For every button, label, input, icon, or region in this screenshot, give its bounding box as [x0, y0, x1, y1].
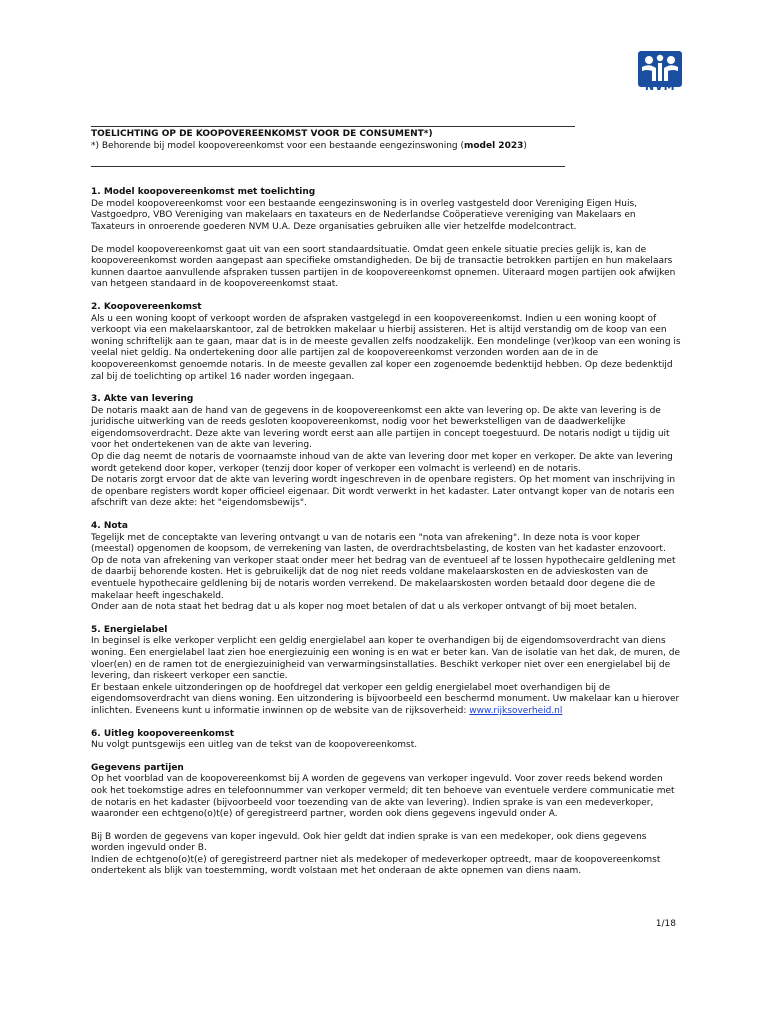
- section-heading: 5. Energielabel: [91, 624, 168, 635]
- paragraph: Op die dag neemt de notaris de voornaamste inhoud van de akte van levering door met koper en verkoper. De akte van levering wordt getekend door koper, verkoper (tenzij door koper of verkoper een volmacht is verleend) en de notaris.: [91, 452, 673, 474]
- section-heading: 3. Akte van levering: [91, 394, 194, 405]
- top-rule: [91, 126, 575, 127]
- sections: [91, 187, 681, 878]
- paragraph: De notaris maakt aan de hand van de gegevens in de koopovereenkomst een akte van levering op. De akte van levering is de juridische uitwerking van de reeds gesloten koopovereenkomst, nodig voor het bewerkstelligen van de daadwerkelijke eigendomsoverdracht. Deze akte van levering wordt eerst aan alle partijen in concept toegestuurd. De notaris nodigt u tijdig uit voor het ondertekenen van de akte van levering.: [91, 405, 670, 451]
- paragraph: Als u een woning koopt of verkoopt worden de afspraken vastgelegd in een koopovereenkomst. Indien u een woning koopt of verkoopt via een makelaarskantoor, zal de betrokken makelaar u hierbij assisteren. Het is altijd verstandig om de koop van een woning schriftelijk aan te gaan, maar dat is in de meeste gevallen zelfs noodzakelijk. Een mondelinge (ver)koop van een woning is veelal niet geldig. Na ondertekening door alle partijen zal de koopovereenkomst verzonden worden aan de in de koopovereenkomst genoemde notaris. In de meeste gevallen zal koper een zogenoemde bedenktijd hebben. Op deze bedenktijd zal bij de toelichting op artikel 16 nader worden ingegaan.: [91, 313, 681, 382]
- section-heading: 2. Koopovereenkomst: [91, 301, 202, 312]
- section-heading: Gegevens partijen: [91, 762, 184, 773]
- paragraph: Indien de echtgeno(o)t(e) of geregistreerd partner niet als medekoper of medeverkoper optreedt, maar de koopovereenkomst ondertekent als blijk van toestemming, wordt volstaan met het onderaan de akte opnemen van diens naam.: [91, 854, 661, 877]
- paragraph: Op het voorblad van de koopovereenkomst bij A worden de gegevens van verkoper ingevuld. Voor zover reeds bekend worden ook het toekomstige adres en telefoonnummer van verkoper vermeld; dit ten behoeve van eventuele verdere communicatie met de notaris en het kadaster (bijvoorbeeld voor toezending van de akte van levering). Indien sprake is van een medeverkoper, waaronder een echtgeno(o)t(e) of geregistreerd partner, worden ook diens gegevens ingevuld onder A.: [91, 774, 675, 820]
- paragraph: De model koopovereenkomst gaat uit van een soort standaardsituatie. Omdat geen enkele situatie precies gelijk is, kan de koopovereenkomst worden aangepast aan specifieke omstandigheden. De bij de transactie betrokken partijen en hun makelaars kunnen daartoe aanvullende afspraken tussen partijen in de koopovereenkomst opnemen. Uiteraard mogen partijen ook afwijken van hetgeen standaard in de koopovereenkomst staat.: [91, 244, 676, 290]
- section-heading: 4. Nota: [91, 521, 128, 532]
- paragraph: In beginsel is elke verkoper verplicht een geldig energielabel aan koper te overhandigen bij de eigendomsoverdracht van diens woning. Een energielabel laat zien hoe energiezuinig een woning is en wat er beter kan. Van de isolatie van het dak, de muren, de vloer(en) en de ramen tot de energiezuinigheid van verwarmingsinstallaties. Beschikt verkoper niet over een energielabel bij de levering, dan riskeert verkoper een sanctie.: [91, 636, 680, 682]
- document-subtitle: *) Behorende bij model koopovereenkomst voor een bestaande eengezinswoning (model 2023): [91, 140, 527, 151]
- subtitle-rule: [91, 166, 565, 167]
- paragraph: Er bestaan enkele uitzonderingen op de hoofdregel dat verkoper een geldig energielabel moet overhandigen bij de eigendomsoverdracht van diens woning. Een uitzondering is bijvoorbeeld een beschermd monument. Uw makelaar kan u hierover inlichten. Eveneens kunt u informatie inwinnen op de website van de rijksoverheid: www.rijksoverheid.nl: [91, 682, 680, 716]
- section-heading: 6. Uitleg koopovereenkomst: [91, 728, 234, 739]
- document-title: TOELICHTING OP DE KOOPOVEREENKOMST VOOR DE CONSUMENT*): [91, 129, 433, 139]
- section-akte-van-levering: [91, 394, 681, 510]
- paragraph: Bij B worden de gegevens van koper ingevuld. Ook hier geldt dat indien sprake is van een medekoper, ook diens gegevens worden ingevuld onder B.: [91, 831, 647, 854]
- page-number: 1/18: [655, 919, 676, 929]
- logo-text: NVM: [644, 80, 676, 93]
- paragraph: De model koopovereenkomst voor een bestaande eengezinswoning is in overleg vastgesteld door Vereniging Eigen Huis, Vastgoedpro, VBO Vereniging van makelaars en taxateurs en de Nederlandse Coöperatieve vereniging van Makelaars en Taxateurs in onroerende goederen NVM U.A. Deze organisaties gebruiken alle vier hetzelfde modelcontract.: [91, 198, 638, 232]
- rijksoverheid-link[interactable]: www.rijksoverheid.nl: [469, 705, 563, 716]
- paragraph: Nu volgt puntsgewijs een uitleg van de tekst van de koopovereenkomst.: [91, 740, 418, 751]
- section-model-koopovereenkomst: [91, 187, 681, 291]
- section-energielabel: [91, 625, 681, 718]
- paragraph: De notaris zorgt ervoor dat de akte van levering wordt ingeschreven in de openbare registers. Op het moment van inschrijving in de openbare registers wordt koper officieel eigenaar. Dit wordt verwerkt in het kadaster. Later ontvangt koper van de notaris een afschrift van deze akte: het "eigendomsbewijs".: [91, 475, 676, 509]
- model-year: model 2023: [463, 140, 524, 151]
- paragraph: Tegelijk met de conceptakte van levering ontvangt u van de notaris een "nota van afrekening". In deze nota is voor koper (meestal) opgenomen de koopsom, de verrekening van lasten, de overdrachtsbelasting, de kosten van het kadaster enzovoort. Op de nota van afrekening van verkoper staat onder meer het bedrag van de eventueel af te lossen hypothecaire geldlening met de daarbij behorende kosten. Het is gebruikelijk dat de nog niet reeds voldane makelaarskosten en de advieskosten van de eventuele hypothecaire geldlening bij de notaris worden verrekend. De makelaarskosten worden betaald door degene die de makelaar heeft ingeschakeld.: [91, 532, 676, 601]
- section-uitleg-koopovereenkomst: [91, 729, 681, 752]
- document-content: [91, 129, 681, 889]
- section-koopovereenkomst: [91, 302, 681, 383]
- section-gegevens-partijen: [91, 763, 681, 878]
- section-nota: [91, 521, 681, 614]
- paragraph: Onder aan de nota staat het bedrag dat u als koper nog moet betalen of dat u als verkoper ontvangt of bij moet betalen.: [91, 602, 637, 613]
- section-heading: 1. Model koopovereenkomst met toelichting: [91, 187, 316, 198]
